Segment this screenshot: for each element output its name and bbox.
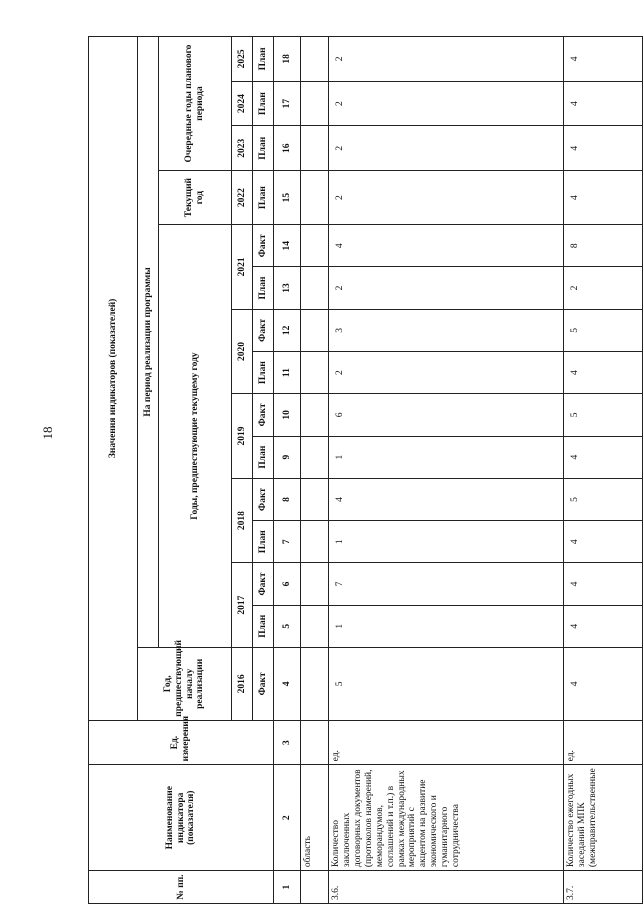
row-value: 4: [329, 478, 564, 520]
table-row: [329, 37, 564, 904]
col-plan-2021: План: [253, 267, 274, 309]
col-number: 12: [274, 309, 301, 351]
col-number: 14: [274, 225, 301, 267]
year-2024: 2024: [232, 81, 253, 126]
header-next-years: Очередные годы планового периода: [159, 37, 232, 171]
row-value: [301, 647, 329, 720]
row-value: 8: [564, 225, 643, 267]
col-plan-2023: План: [253, 126, 274, 171]
row-num: 3.7.: [564, 871, 643, 904]
row-value: 5: [564, 478, 643, 520]
col-number: 11: [274, 351, 301, 393]
row-value: 4: [564, 563, 643, 605]
header-current-year: Текущий год: [159, 171, 232, 225]
row-value: [301, 605, 329, 647]
row-unit: ед.: [564, 720, 643, 765]
col-number: 10: [274, 394, 301, 436]
row-value: 2: [329, 37, 564, 82]
row-value: 2: [329, 267, 564, 309]
row-value: 2: [329, 351, 564, 393]
col-number: 5: [274, 605, 301, 647]
year-2023: 2023: [232, 126, 253, 171]
row-value: 4: [564, 37, 643, 82]
header-prev-year: Год, предшествующий началу реализации: [138, 647, 232, 720]
table-viewport: [88, 36, 598, 904]
col-fact-2017: Факт: [253, 563, 274, 605]
row-num: 3.6.: [329, 871, 564, 904]
row-value: 1: [329, 521, 564, 563]
col-number: 2: [274, 765, 301, 871]
row-value: 2: [564, 267, 643, 309]
table-row: [564, 37, 643, 904]
row-value: [301, 563, 329, 605]
row-value: [301, 351, 329, 393]
year-2020: 2020: [232, 309, 253, 394]
col-number: 15: [274, 171, 301, 225]
row-unit: [301, 720, 329, 765]
col-number: 3: [274, 720, 301, 765]
row-value: [301, 436, 329, 478]
col-fact-2020: Факт: [253, 309, 274, 351]
col-fact-2016: Факт: [253, 647, 274, 720]
row-value: 1: [329, 605, 564, 647]
row-value: 5: [564, 394, 643, 436]
col-number: 18: [274, 37, 301, 82]
row-value: 4: [564, 126, 643, 171]
row-value: 4: [564, 605, 643, 647]
year-2022: 2022: [232, 171, 253, 225]
row-value: [301, 126, 329, 171]
row-value: 5: [564, 309, 643, 351]
column-number-row: [274, 37, 301, 904]
row-value: [301, 309, 329, 351]
row-value: 6: [329, 394, 564, 436]
row-value: [301, 171, 329, 225]
row-value: 5: [329, 647, 564, 720]
row-value: 2: [329, 126, 564, 171]
row-value: [301, 394, 329, 436]
rotated-page: [88, 36, 598, 904]
row-value: [301, 267, 329, 309]
row-value: 2: [329, 171, 564, 225]
row-value: 3: [329, 309, 564, 351]
row-value: 4: [564, 81, 643, 126]
col-plan-2024: План: [253, 81, 274, 126]
year-2017: 2017: [232, 563, 253, 648]
page-number: 18: [40, 426, 55, 440]
col-number: 6: [274, 563, 301, 605]
col-number: 17: [274, 81, 301, 126]
year-2018: 2018: [232, 478, 253, 563]
row-value: [301, 37, 329, 82]
row-name: Количество ежегодных заседаний МПК (межправительственные: [564, 765, 643, 871]
row-value: 4: [564, 351, 643, 393]
row-value: 4: [564, 171, 643, 225]
table-row: [301, 37, 329, 904]
col-plan-2020: План: [253, 351, 274, 393]
header-unit: Ед. измерения: [89, 720, 274, 765]
row-value: 4: [329, 225, 564, 267]
indicators-table: [88, 36, 643, 904]
row-value: [301, 478, 329, 520]
col-number: 13: [274, 267, 301, 309]
header-num: № пп.: [89, 871, 274, 904]
col-number: 1: [274, 871, 301, 904]
header-program-period: На период реализации программы: [138, 37, 159, 648]
row-value: [301, 81, 329, 126]
row-value: 4: [564, 647, 643, 720]
row-name: Количество заключенных договорных документов (протоколов намерений, меморандумов, соглашений и т.п.) в рамках международных мероприятий с акцентом на развитие экономического и гуманитарного сотрудничества: [329, 765, 564, 871]
col-number: 4: [274, 647, 301, 720]
col-number: 16: [274, 126, 301, 171]
year-2019: 2019: [232, 394, 253, 479]
col-number: 7: [274, 521, 301, 563]
header-values: Значения индикаторов (показателей): [89, 37, 138, 721]
col-number: 8: [274, 478, 301, 520]
row-value: [301, 225, 329, 267]
year-2021: 2021: [232, 225, 253, 310]
row-value: 7: [329, 563, 564, 605]
year-2025: 2025: [232, 37, 253, 82]
col-fact-2021: Факт: [253, 225, 274, 267]
col-plan-2022: План: [253, 171, 274, 225]
row-value: 1: [329, 436, 564, 478]
col-plan-2019: План: [253, 436, 274, 478]
row-value: 4: [564, 436, 643, 478]
year-2016: 2016: [232, 647, 253, 720]
header-years-before: Годы, предшествующие текущему году: [159, 225, 232, 648]
row-value: 2: [329, 81, 564, 126]
col-number: 9: [274, 436, 301, 478]
row-name: область: [301, 765, 329, 871]
row-value: [301, 521, 329, 563]
row-num: [301, 871, 329, 904]
col-fact-2018: Факт: [253, 478, 274, 520]
col-plan-2017: План: [253, 605, 274, 647]
row-unit: ед.: [329, 720, 564, 765]
col-plan-2025: План: [253, 37, 274, 82]
col-plan-2018: План: [253, 521, 274, 563]
header-name: Наименование индикатора (показателя): [89, 765, 274, 871]
col-fact-2019: Факт: [253, 394, 274, 436]
row-value: 4: [564, 521, 643, 563]
